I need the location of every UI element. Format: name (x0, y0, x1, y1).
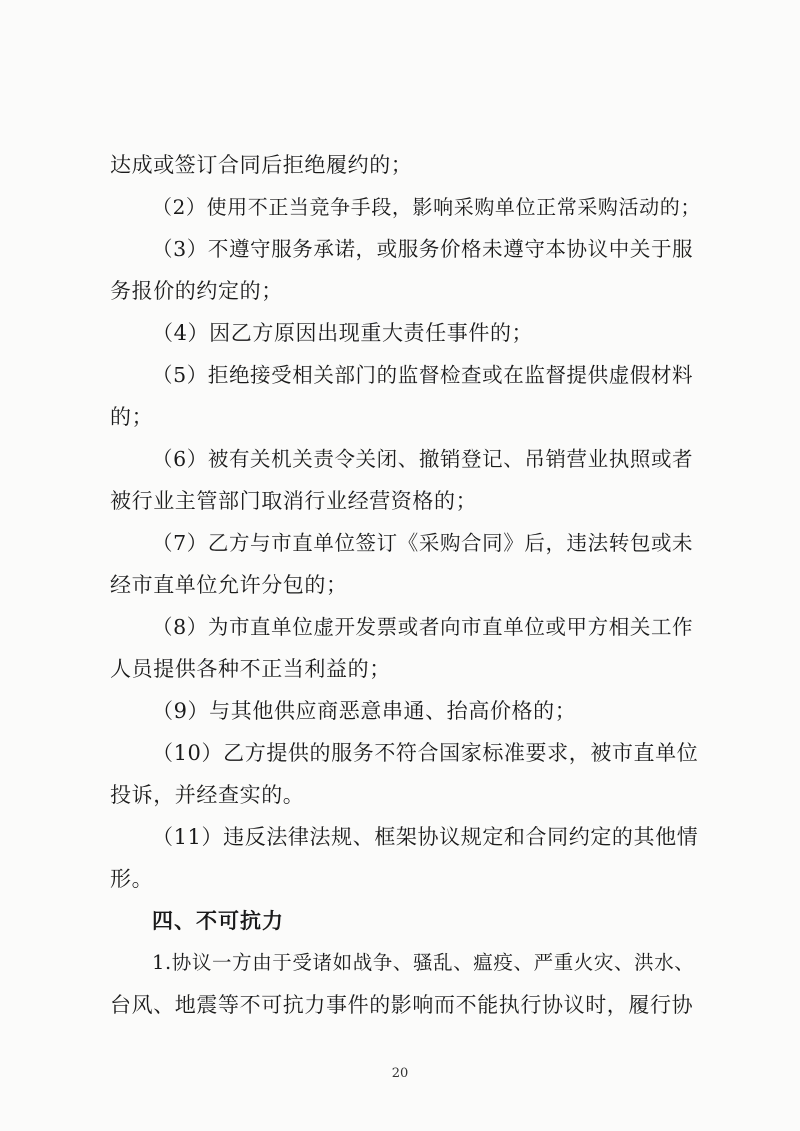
text-line: 形。 (110, 867, 154, 891)
text-line: 投诉，并经查实的。 (110, 783, 305, 807)
list-item-2: （2）使用不正当竞争手段，影响采购单位正常采购活动的； (152, 195, 701, 219)
list-item-11: （11）违反法律法规、框架协议规定和合同约定的其他情 (152, 825, 699, 849)
text-line: 台风、地震等不可抗力事件的影响而不能执行协议时，履行协 (110, 993, 694, 1017)
text-line: 经市直单位允许分包的； (110, 573, 348, 597)
text-line: 被行业主管部门取消行业经营资格的； (110, 489, 478, 513)
list-item-3: （3）不遵守服务承诺，或服务价格未遵守本协议中关于服 (152, 237, 694, 261)
list-item-10: （10）乙方提供的服务不符合国家标准要求，被市直单位 (152, 741, 699, 765)
text-line: 的； (110, 405, 154, 429)
text-line: 务报价的约定的； (110, 279, 283, 303)
page-number: 20 (391, 1066, 409, 1081)
list-item-6: （6）被有关机关责令关闭、撤销登记、吊销营业执照或者 (152, 447, 694, 471)
text-line: 人员提供各种不正当利益的； (110, 657, 391, 681)
section-heading: 四、不可抗力 (152, 909, 284, 933)
list-item-9: （9）与其他供应商恶意串通、抬高价格的； (152, 699, 577, 723)
list-item-4: （4）因乙方原因出现重大责任事件的； (152, 321, 534, 345)
paragraph-start: 1.协议一方由于受诸如战争、骚乱、瘟疫、严重火灾、洪水、 (152, 951, 695, 974)
list-item-5: （5）拒绝接受相关部门的监督检查或在监督提供虚假材料 (152, 363, 694, 387)
list-item-8: （8）为市直单位虚开发票或者向市直单位或甲方相关工作 (152, 615, 694, 639)
text-line: 达成或签订合同后拒绝履约的； (110, 153, 413, 177)
list-item-7: （7）乙方与市直单位签订《采购合同》后，违法转包或未 (152, 531, 694, 555)
